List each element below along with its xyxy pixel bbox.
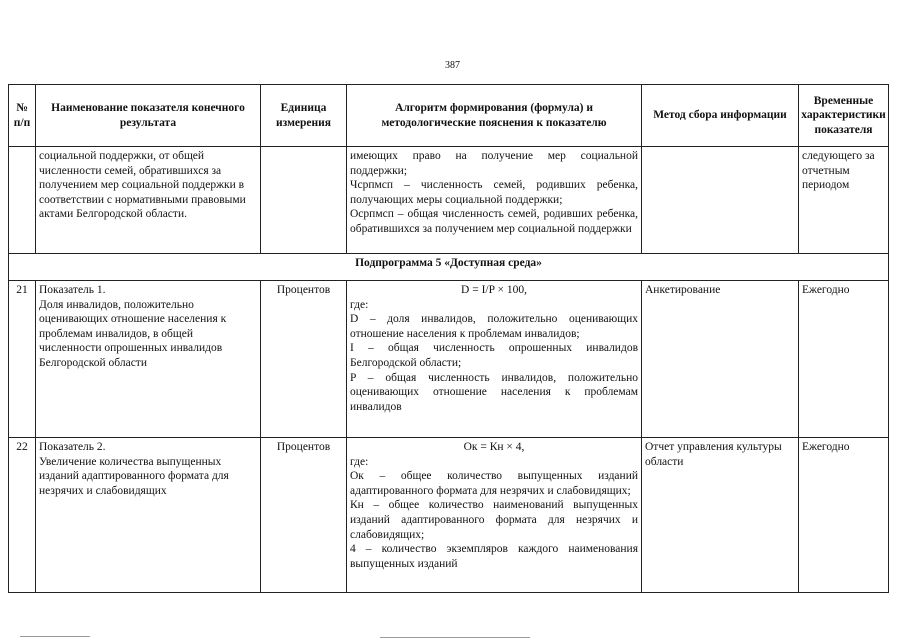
section-row [9, 254, 889, 281]
page-number: 387 [445, 60, 460, 71]
indicator-title: Показатель 1. [39, 284, 106, 296]
cell-method: Отчет управления культуры области [642, 438, 799, 593]
formula: Ок = Кн × 4, [463, 441, 525, 453]
algorithm-line: D – доля инвалидов, положительно оценивающих отношение населения к проблемам инвалидов; [350, 313, 638, 340]
cell-method: Анкетирование [642, 281, 799, 438]
scan-artifact [20, 636, 90, 637]
cell-timing: следующего за отчетным периодом [799, 147, 889, 254]
cell-unit: Процентов [261, 281, 347, 438]
table-row [9, 281, 889, 438]
formula: D = I/P × 100, [461, 284, 527, 296]
cell-method [642, 147, 799, 254]
header-num: № п/п [9, 85, 36, 147]
algorithm-line: Кн – общее количество наименований выпущенных изданий адаптированного формата для незрячих и слабовидящих; [350, 499, 638, 541]
cell-name [36, 438, 261, 593]
algorithm-line: Чсрпмсп – численность семей, родивших ребенка, получающих меры социальной поддержки; [350, 179, 638, 206]
cell-num: 21 [9, 281, 36, 438]
header-name: Наименование показателя конечного результата [36, 85, 261, 147]
indicator-description: Увеличение количества выпущенных изданий адаптированного формата для незрячих и слабовидящих [39, 455, 229, 497]
section-title: Подпрограмма 5 «Доступная среда» [9, 254, 889, 281]
table-row [9, 438, 889, 593]
table-row-continuation [9, 147, 889, 254]
header-unit: Единица измерения [261, 85, 347, 147]
algorithm-line: Ок – общее количество выпущенных изданий адаптированного формата для незрячих и слабовидящих; [350, 470, 638, 497]
algorithm-line: P – общая численность инвалидов, положительно оценивающих отношение населения к проблемам инвалидов [350, 371, 638, 413]
algorithm-line: I – общая численность опрошенных инвалидов Белгородской области; [350, 342, 638, 369]
indicators-table [8, 84, 889, 593]
indicator-description: Доля инвалидов, положительно оценивающих отношение населения к проблемам инвалидов, в общей численности опрошенных инвалидов Белгородской области [39, 298, 227, 369]
where-label: где: [350, 298, 369, 311]
algorithm-line: 4 – количество экземпляров каждого наименования выпущенных изданий [350, 543, 638, 570]
cell-name [36, 281, 261, 438]
indicator-title: Показатель 2. [39, 441, 106, 453]
table-header-row [9, 85, 889, 147]
cell-unit [261, 147, 347, 254]
header-method: Метод сбора информации [642, 85, 799, 147]
cell-algorithm [347, 438, 642, 593]
algorithm-line: имеющих право на получение мер социальной поддержки; [350, 150, 638, 177]
header-timing: Временные характеристики показателя [799, 85, 889, 147]
header-algorithm: Алгоритм формирования (формула) и методологические пояснения к показателю [347, 85, 642, 147]
cell-num [9, 147, 36, 254]
algorithm-line: Осрпмсп – общая численность семей, родивших ребенка, обратившихся за получением мер социальной поддержки [350, 208, 638, 235]
cell-name: социальной поддержки, от общей численности семей, обратившихся за получением мер социальной поддержки в соответствии с нормативными правовыми актами Белгородской области. [36, 147, 261, 254]
cell-algorithm [347, 147, 642, 254]
where-label: где: [350, 455, 369, 468]
cell-timing: Ежегодно [799, 438, 889, 593]
cell-algorithm [347, 281, 642, 438]
scan-artifact [380, 637, 530, 638]
cell-unit: Процентов [261, 438, 347, 593]
cell-num: 22 [9, 438, 36, 593]
cell-timing: Ежегодно [799, 281, 889, 438]
